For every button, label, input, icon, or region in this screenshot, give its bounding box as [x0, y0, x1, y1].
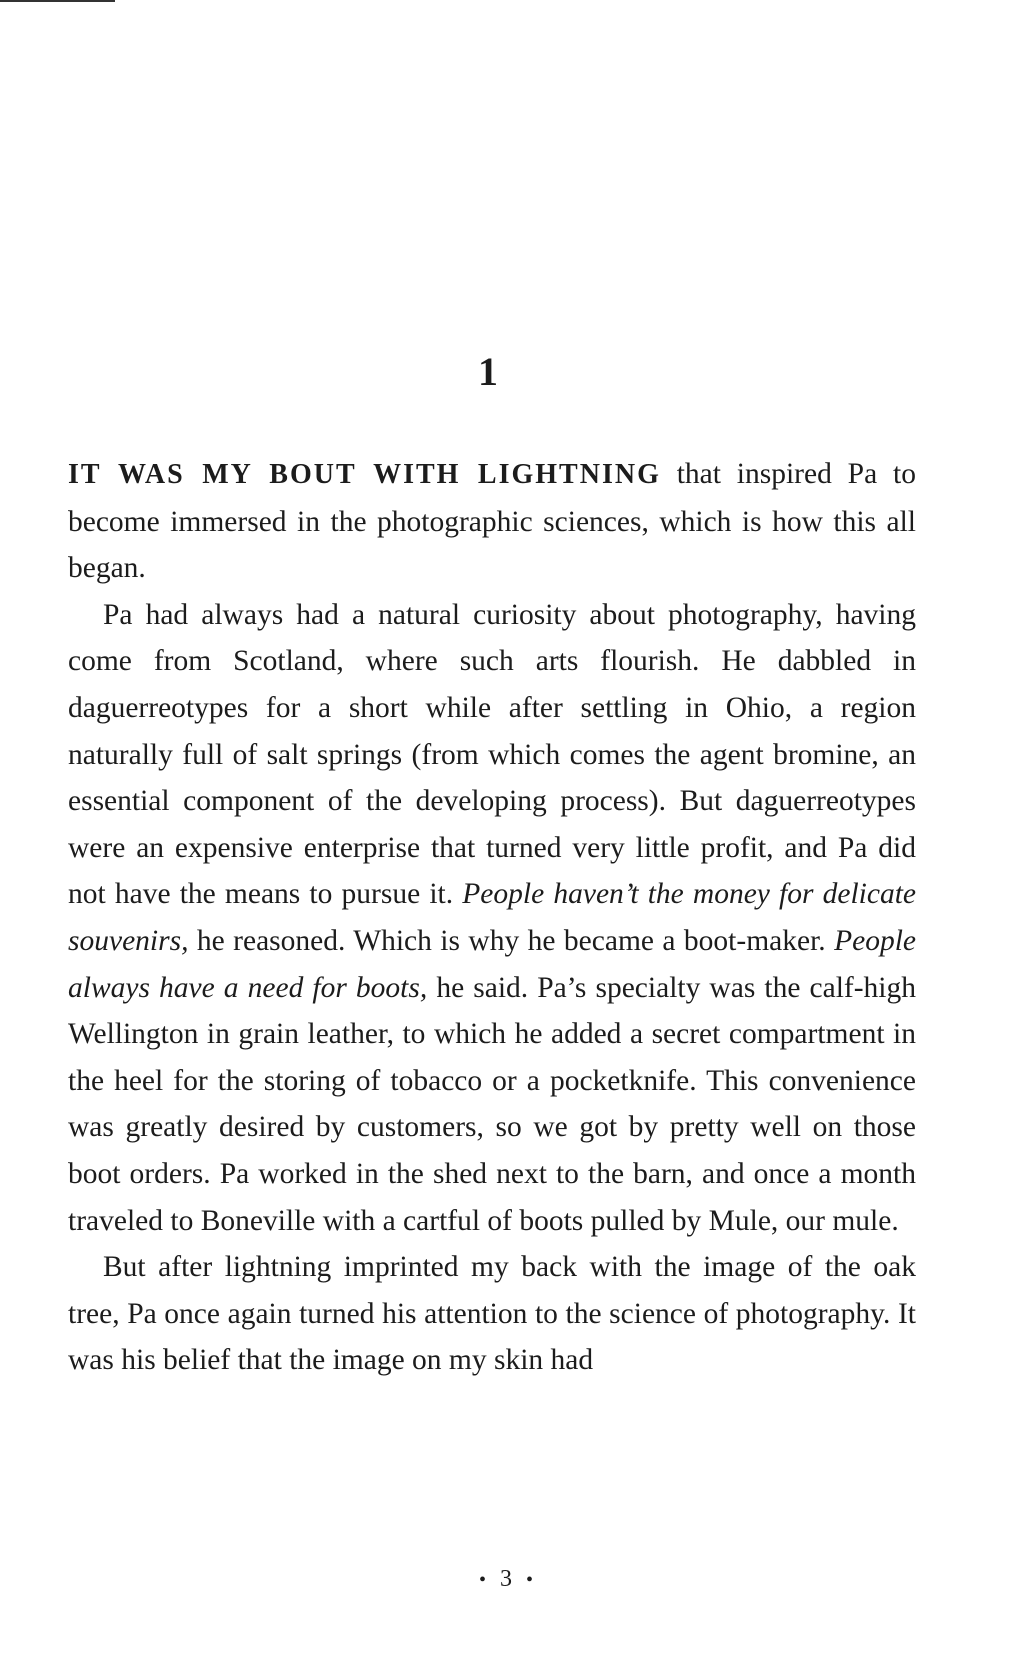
paragraph-1-text: that inspired Pa to become immersed in the photographic sciences, which is how this all began.: [68, 458, 916, 585]
folio-dot-right: •: [526, 1569, 534, 1591]
chapter-number: 1: [478, 349, 498, 394]
page-footer: [0, 1567, 1012, 1591]
paragraph-2: [68, 592, 916, 1244]
body-text: [68, 451, 916, 1384]
paragraph-2-text-a: Pa had always had a natural curiosity about photography, having come from Scotland, where such arts flourish. He dabbled in daguerreotypes for a short while after settling in Ohio, a region naturally full of salt springs (from which comes the agent bromine, an essential component of the developing process). But daguerreotypes were an expensive enterprise that turned very little profit, and Pa did not have the means to pursue it.: [68, 598, 916, 911]
page-number: 3: [500, 1566, 512, 1592]
top-rule: [0, 0, 115, 2]
opening-words: IT WAS MY BOUT WITH LIGHTNING: [68, 459, 661, 490]
folio-dot-left: •: [478, 1569, 486, 1591]
paragraph-2-text-b: he reasoned. Which is why he became a boot-maker.: [188, 924, 835, 957]
italic-quote-boots: People always have a need for boots,: [68, 924, 916, 1004]
paragraph-2-text-c: he said. Pa’s specialty was the calf-high Wellington in grain leather, to which he added a secret compartment in the heel for the storing of tobacco or a pocketknife. This convenience was greatly desired by customers, so we got by pretty well on those boot orders. Pa worked in the shed next to the barn, and once a month traveled to Boneville with a cartful of boots pulled by Mule, our mule.: [68, 971, 916, 1237]
paragraph-1: [68, 451, 916, 592]
italic-quote-souvenirs: People haven’t the money for delicate souvenirs,: [68, 878, 916, 957]
paragraph-3-text: But after lightning imprinted my back with the image of the oak tree, Pa once again turned his attention to the science of photography. It was his belief that the image on my skin had: [68, 1251, 916, 1377]
paragraph-3: [68, 1244, 916, 1384]
